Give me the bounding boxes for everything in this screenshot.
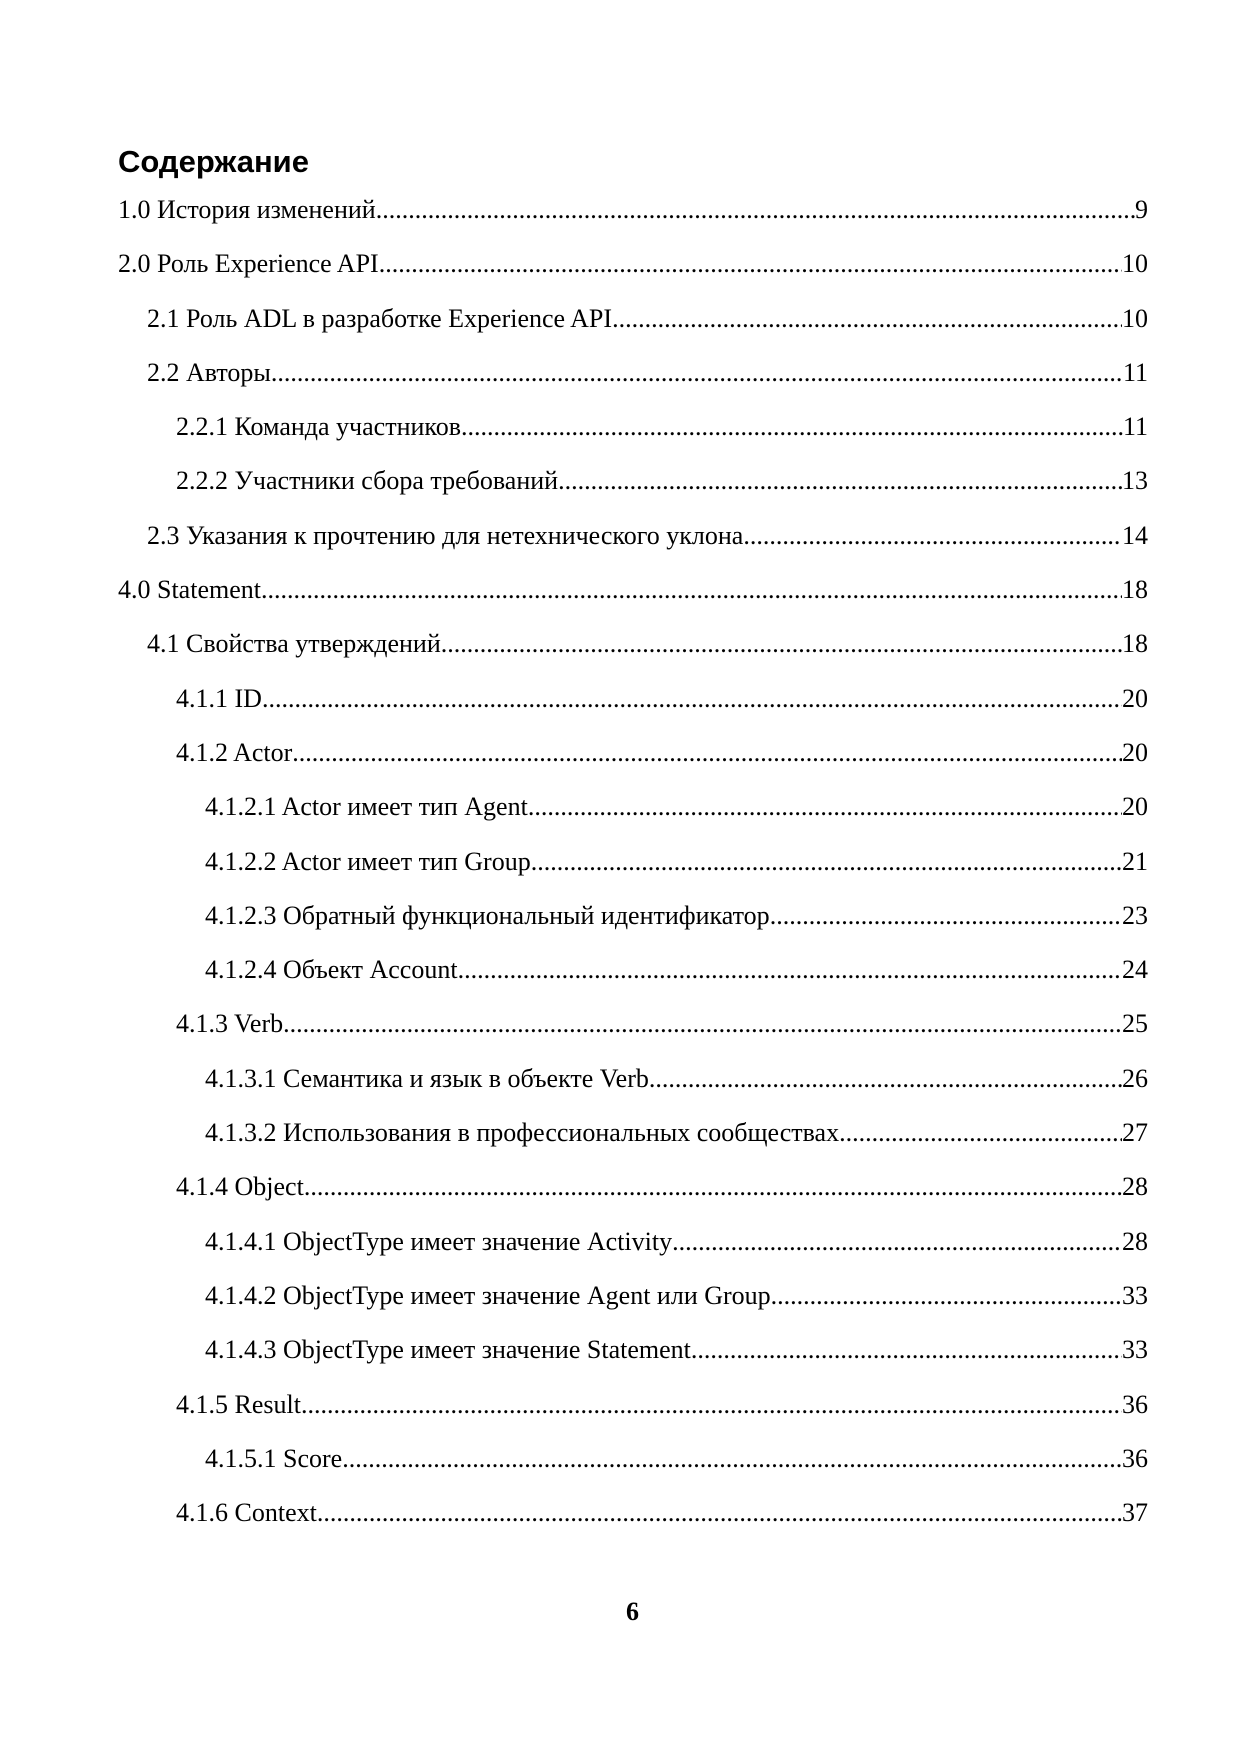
dot-leader [771, 1276, 1122, 1316]
dot-leader [441, 624, 1122, 664]
toc-entry[interactable] [118, 1167, 1148, 1221]
toc-entry-page: 21 [1122, 846, 1148, 876]
toc-entry[interactable] [118, 1276, 1148, 1330]
toc-entry[interactable] [118, 950, 1148, 1004]
toc-entry-page: 11 [1122, 357, 1148, 387]
toc-entry[interactable] [118, 244, 1148, 298]
toc-entry-text: 4.1.6 Context [176, 1498, 317, 1528]
toc-entry-page: 25 [1122, 1009, 1148, 1039]
toc-entry-text: 4.1.5.1 Score [205, 1443, 343, 1473]
toc-entry-page: 9 [1135, 195, 1148, 224]
toc-entry-page: 36 [1122, 1443, 1148, 1473]
toc-entry-text: 4.1.4.3 ObjectType имеет значение Statement [205, 1335, 691, 1365]
toc-entry[interactable] [118, 679, 1148, 733]
page-number: 6 [626, 1597, 639, 1626]
toc-entry-text: 4.1.5 Result [176, 1389, 301, 1419]
dot-leader [292, 733, 1122, 773]
toc-entry[interactable] [118, 787, 1148, 841]
toc-entry-page: 13 [1122, 466, 1148, 496]
toc-entry-page: 18 [1122, 575, 1148, 605]
toc-entry-text: 2.0 Роль Experience API [118, 249, 379, 279]
dot-leader [458, 950, 1122, 990]
dot-leader [528, 787, 1122, 827]
dot-leader [839, 1113, 1122, 1153]
dot-leader [531, 842, 1122, 882]
toc-entry-text: 4.1.2.3 Обратный функциональный идентификатор [205, 900, 770, 930]
toc-entry-text: 4.1 Свойства утверждений [147, 629, 441, 659]
toc-entry-page: 33 [1122, 1335, 1148, 1365]
toc-entry-text: 2.3 Указания к прочтению для нетехнического уклона [147, 520, 744, 550]
dot-leader [461, 407, 1123, 447]
toc-entry-text: 2.2 Авторы [147, 357, 271, 387]
toc-entry[interactable] [118, 1004, 1148, 1058]
dot-leader [743, 516, 1122, 556]
toc-entry[interactable] [118, 407, 1148, 461]
dot-leader [301, 1385, 1122, 1425]
toc-entry-page: 23 [1122, 900, 1148, 930]
dot-leader [770, 896, 1122, 936]
toc-entry-page: 37 [1122, 1498, 1148, 1528]
toc-entry-text: 4.1.2.2 Actor имеет тип Group [205, 846, 531, 876]
toc-entry-page: 26 [1122, 1063, 1148, 1093]
toc-entry[interactable] [118, 1222, 1148, 1276]
toc-entry[interactable] [118, 624, 1148, 678]
toc-entry[interactable] [118, 299, 1148, 353]
dot-leader [317, 1493, 1122, 1533]
toc-entry-text: 4.0 Statement [118, 575, 261, 605]
toc-entry-text: 2.2.2 Участники сбора требований [176, 466, 559, 496]
toc-entry[interactable] [118, 733, 1148, 787]
dot-leader [672, 1222, 1122, 1262]
toc-entry[interactable] [118, 570, 1148, 624]
dot-leader [261, 570, 1122, 610]
dot-leader [342, 1439, 1122, 1479]
toc-list [118, 190, 1148, 1547]
dot-leader [649, 1059, 1122, 1099]
toc-entry[interactable] [118, 842, 1148, 896]
toc-entry-page: 20 [1122, 683, 1148, 713]
toc-entry-text: 4.1.3.2 Использования в профессиональных сообществах [205, 1118, 840, 1148]
toc-entry-text: 2.2.1 Команда участников [176, 412, 461, 442]
toc-entry[interactable] [118, 190, 1148, 244]
toc-entry-text: 1.0 История изменений [118, 195, 376, 224]
dot-leader [271, 353, 1123, 393]
toc-entry-page: 20 [1122, 792, 1148, 822]
dot-leader [612, 299, 1122, 339]
toc-entry[interactable] [118, 461, 1148, 515]
toc-entry-text: 4.1.3 Verb [176, 1009, 284, 1039]
toc-title: Содержание [118, 144, 309, 179]
toc-entry[interactable] [118, 516, 1148, 570]
toc-entry-page: 20 [1122, 737, 1148, 767]
dot-leader [262, 679, 1122, 719]
toc-entry-page: 28 [1122, 1226, 1148, 1256]
toc-entry[interactable] [118, 1493, 1148, 1547]
toc-entry-page: 24 [1122, 955, 1148, 985]
toc-entry-page: 33 [1122, 1280, 1148, 1310]
toc-entry[interactable] [118, 353, 1148, 407]
toc-entry-text: 4.1.4.1 ObjectType имеет значение Activity [205, 1226, 673, 1256]
dot-leader [376, 190, 1135, 230]
toc-entry-text: 4.1.2.4 Объект Account [205, 955, 458, 985]
toc-entry-text: 4.1.4 Object [176, 1172, 304, 1202]
toc-entry[interactable] [118, 1439, 1148, 1493]
toc-entry-text: 4.1.3.1 Семантика и язык в объекте Verb [205, 1063, 649, 1093]
toc-entry-page: 11 [1122, 412, 1148, 442]
dot-leader [283, 1004, 1122, 1044]
toc-entry-text: 4.1.2 Actor [176, 737, 293, 767]
toc-entry-page: 10 [1122, 303, 1148, 333]
toc-entry-text: 4.1.4.2 ObjectType имеет значение Agent или Group [205, 1280, 771, 1310]
toc-entry-text: 4.1.1 ID [176, 683, 262, 713]
toc-entry[interactable] [118, 1059, 1148, 1113]
toc-entry[interactable] [118, 1330, 1148, 1384]
toc-entry-page: 28 [1122, 1172, 1148, 1202]
toc-entry[interactable] [118, 896, 1148, 950]
toc-entry-page: 18 [1122, 629, 1148, 659]
toc-entry-page: 36 [1122, 1389, 1148, 1419]
toc-entry-text: 2.1 Роль ADL в разработке Experience API [147, 303, 613, 333]
dot-leader [379, 244, 1122, 284]
dot-leader [558, 461, 1122, 501]
toc-entry[interactable] [118, 1113, 1148, 1167]
toc-entry-page: 10 [1122, 249, 1148, 279]
toc-entry[interactable] [118, 1385, 1148, 1439]
dot-leader [691, 1330, 1122, 1370]
dot-leader [304, 1167, 1122, 1207]
toc-entry-page: 14 [1122, 520, 1148, 550]
toc-entry-text: 4.1.2.1 Actor имеет тип Agent [205, 792, 528, 822]
toc-entry-page: 27 [1122, 1118, 1148, 1148]
